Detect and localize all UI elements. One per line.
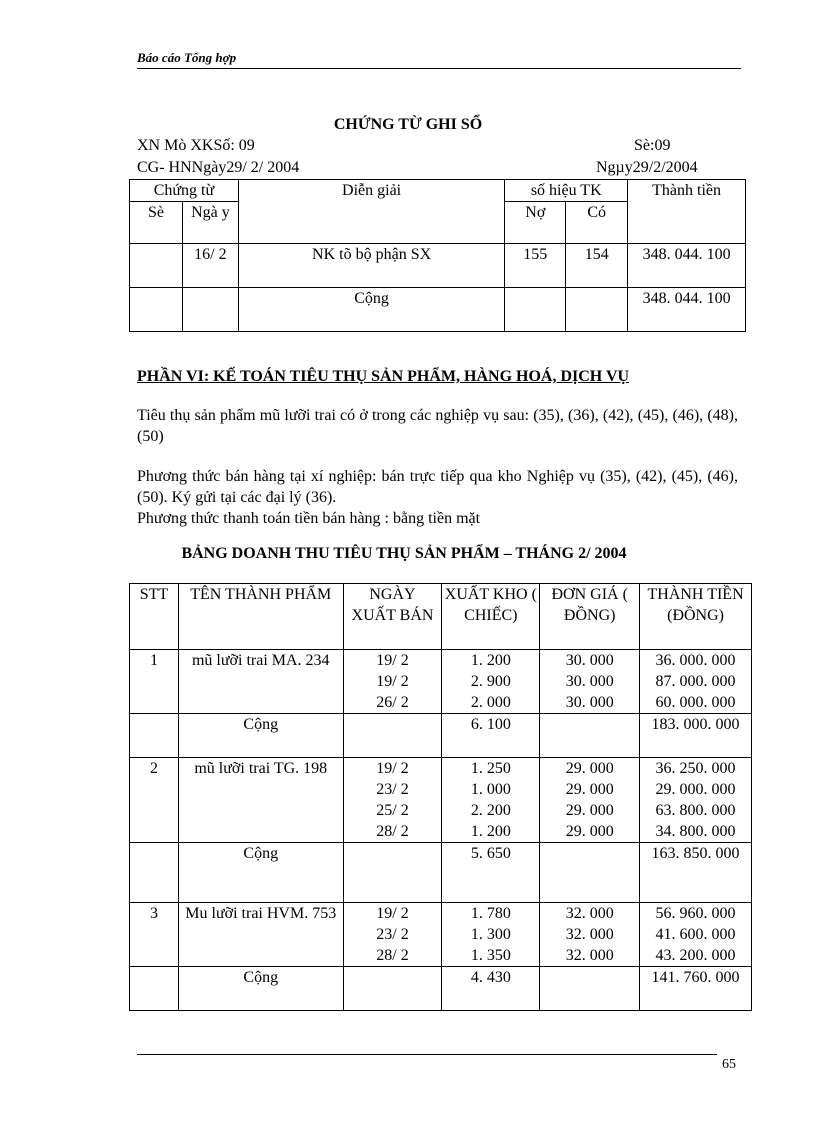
revenue-header-don-gia: ĐƠN GIÁ ( ĐỒNG) — [540, 584, 640, 650]
revenue-header-thanh-tien: THÀNH TIỀN (ĐỒNG) — [640, 584, 752, 650]
subtotal-amount: 141. 760. 000 — [640, 967, 752, 1011]
subtotal-qty: 5. 650 — [442, 843, 540, 903]
product-amount: 56. 960. 000 41. 600. 000 43. 200. 000 — [640, 903, 752, 967]
page-number: 65 — [722, 1057, 736, 1072]
footer-divider — [137, 1054, 717, 1055]
voucher-line2-right: Ngµy29/2/2004 — [596, 159, 698, 176]
subtotal-stt — [130, 967, 179, 1011]
product-dates: 19/ 2 23/ 2 25/ 2 28/ 2 — [343, 758, 442, 843]
voucher-cell-ngay: 16/ 2 — [182, 244, 238, 288]
paragraph-3: Phương thức thanh toán tiền bán hàng : bằng tiền mặt — [137, 510, 481, 527]
product-qty: 1. 780 1. 300 1. 350 — [442, 903, 540, 967]
product-dates: 19/ 2 19/ 2 26/ 2 — [343, 650, 442, 714]
subtotal-row — [130, 714, 752, 758]
voucher-header-no: Nợ — [505, 202, 566, 244]
voucher-header-chung-tu: Chứng từ — [130, 180, 239, 202]
section-title: PHẦN VI: KẾ TOÁN TIÊU THỤ SẢN PHẨM, HÀNG HOÁ, DỊCH VỤ — [137, 368, 630, 385]
product-stt: 2 — [130, 758, 179, 843]
subtotal-price — [540, 967, 640, 1011]
voucher-header-so-hieu-tk: số hiệu TK — [505, 180, 628, 202]
product-name: mũ lưỡi trai MA. 234 — [178, 650, 343, 714]
voucher-cell-no: 155 — [505, 244, 566, 288]
voucher-header-so: Sè — [130, 202, 183, 244]
page-header: Báo cáo Tổng hợp — [137, 50, 741, 69]
product-name: Mu lưỡi trai HVM. 753 — [178, 903, 343, 967]
product-amount: 36. 250. 000 29. 000. 000 63. 800. 000 34. 800. 000 — [640, 758, 752, 843]
product-amount: 36. 000. 000 87. 000. 000 60. 000. 000 — [640, 650, 752, 714]
subtotal-amount: 163. 850. 000 — [640, 843, 752, 903]
subtotal-stt — [130, 843, 179, 903]
product-qty: 1. 200 2. 900 2. 000 — [442, 650, 540, 714]
revenue-header-ngay: NGÀY XUẤT BÁN — [343, 584, 442, 650]
subtotal-row — [130, 967, 752, 1011]
voucher-cell-so — [130, 288, 183, 332]
product-price: 32. 000 32. 000 32. 000 — [540, 903, 640, 967]
voucher-cell-so — [130, 244, 183, 288]
subtotal-price — [540, 714, 640, 758]
subtotal-qty: 6. 100 — [442, 714, 540, 758]
product-price: 29. 000 29. 000 29. 000 29. 000 — [540, 758, 640, 843]
voucher-line2-left: CG- HNNgày29/ 2/ 2004 — [137, 159, 300, 176]
subtotal-dates — [343, 967, 442, 1011]
revenue-title: BẢNG DOANH THU TIÊU THỤ SẢN PHẨM – THÁNG 2/ 2004 — [181, 545, 627, 562]
voucher-row — [130, 288, 746, 332]
subtotal-qty: 4. 430 — [442, 967, 540, 1011]
product-stt: 3 — [130, 903, 179, 967]
subtotal-price — [540, 843, 640, 903]
voucher-row — [130, 244, 746, 288]
product-row — [130, 903, 752, 967]
voucher-cell-no — [505, 288, 566, 332]
voucher-header-thanh-tien: Thành tiền — [628, 180, 746, 244]
voucher-cell-thanh-tien: 348. 044. 100 — [628, 244, 746, 288]
subtotal-label: Cộng — [178, 967, 343, 1011]
voucher-title: CHỨNG TỪ GHI SỔ — [333, 116, 483, 133]
subtotal-stt — [130, 714, 179, 758]
product-row — [130, 650, 752, 714]
subtotal-row — [130, 843, 752, 903]
voucher-cell-ngay — [182, 288, 238, 332]
product-row — [130, 758, 752, 843]
voucher-header-ngay: Ngà y — [182, 202, 238, 244]
subtotal-amount: 183. 000. 000 — [640, 714, 752, 758]
voucher-cell-dien-giai: NK tõ bộ phận SX — [238, 244, 504, 288]
voucher-line1-left: XN Mò XKSố: 09 — [137, 137, 255, 154]
voucher-line1-right: Sè:09 — [634, 137, 671, 154]
paragraph-1: Tiêu thụ sản phẩm mũ lưỡi trai có ở trong các nghiệp vụ sau: (35), (36), (42), (45), (46), (48), (50) — [137, 407, 738, 445]
subtotal-dates — [343, 843, 442, 903]
revenue-header-ten: TÊN THÀNH PHẨM — [178, 584, 343, 650]
voucher-cell-thanh-tien: 348. 044. 100 — [628, 288, 746, 332]
product-qty: 1. 250 1. 000 2. 200 1. 200 — [442, 758, 540, 843]
product-name: mũ lưỡi trai TG. 198 — [178, 758, 343, 843]
subtotal-label: Cộng — [178, 714, 343, 758]
voucher-cell-co — [566, 288, 628, 332]
revenue-header-xuat: XUẤT KHO ( CHIẾC) — [442, 584, 540, 650]
product-price: 30. 000 30. 000 30. 000 — [540, 650, 640, 714]
revenue-header-stt: STT — [130, 584, 179, 650]
voucher-table — [129, 179, 746, 332]
paragraph-2: Phương thức bán hàng tại xí nghiệp: bán trực tiếp qua kho Nghiệp vụ (35), (42), (45), (46), (50). Ký gửi tại các đại lý (36). — [137, 468, 738, 506]
subtotal-dates — [343, 714, 442, 758]
voucher-cell-dien-giai: Cộng — [238, 288, 504, 332]
product-dates: 19/ 2 23/ 2 28/ 2 — [343, 903, 442, 967]
voucher-cell-co: 154 — [566, 244, 628, 288]
revenue-table — [129, 583, 752, 1011]
subtotal-label: Cộng — [178, 843, 343, 903]
voucher-header-co: Có — [566, 202, 628, 244]
product-stt: 1 — [130, 650, 179, 714]
voucher-header-dien-giai: Diễn giải — [238, 180, 504, 244]
